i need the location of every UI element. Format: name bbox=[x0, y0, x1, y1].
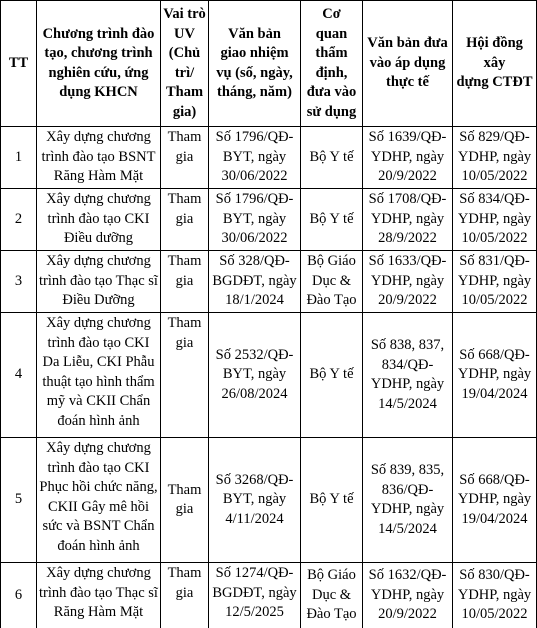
header-council: Hội đồng xây dựng CTĐT bbox=[453, 1, 537, 127]
cell-assign-doc: Số 1796/QĐ- BYT, ngày 30/06/2022 bbox=[209, 189, 301, 251]
cell-program: Xây dựng chương trình đào tạo Thạc sĩ Điều Dưỡng bbox=[37, 251, 161, 313]
cell-program: Xây dựng chương trình đào tạo CKI Phục hồi chức năng, CKII Gây mê hồi sức và BSNT Chẩn đoán hình ảnh bbox=[37, 438, 161, 563]
cell-council: Số 834/QĐ- YDHP, ngày 10/05/2022 bbox=[453, 189, 537, 251]
cell-tt: 2 bbox=[1, 189, 37, 251]
cell-role: Tham gia bbox=[161, 127, 209, 189]
table-row bbox=[1, 438, 537, 563]
cell-agency: Bộ Y tế bbox=[301, 189, 363, 251]
cell-tt: 1 bbox=[1, 127, 37, 189]
cell-tt: 6 bbox=[1, 563, 37, 628]
cell-role: Tham gia bbox=[161, 251, 209, 313]
cell-apply-doc: Số 1632/QĐ- YDHP, ngày 20/9/2022 bbox=[363, 563, 453, 628]
cell-program: Xây dựng chương trình đào tạo CKI Da Liễu, CKI Phẫu thuật tạo hình thẩm mỹ và CKII Chẩn đoán hình ảnh bbox=[37, 313, 161, 438]
cell-assign-doc: Số 3268/QĐ- BYT, ngày 4/11/2024 bbox=[209, 438, 301, 563]
cell-assign-doc: Số 1796/QĐ- BYT, ngày 30/06/2022 bbox=[209, 127, 301, 189]
cell-program: Xây dựng chương trình đào tạo Thạc sĩ Răng Hàm Mặt bbox=[37, 563, 161, 628]
cell-council: Số 831/QĐ- YDHP, ngày 10/05/2022 bbox=[453, 251, 537, 313]
cell-program: Xây dựng chương trình đào tạo CKI Điều dưỡng bbox=[37, 189, 161, 251]
header-tt: TT bbox=[1, 1, 37, 127]
table-row bbox=[1, 127, 537, 189]
cell-assign-doc: Số 328/QĐ- BGDĐT, ngày 18/1/2024 bbox=[209, 251, 301, 313]
cell-apply-doc: Số 1639/QĐ- YDHP, ngày 20/9/2022 bbox=[363, 127, 453, 189]
cell-tt: 5 bbox=[1, 438, 37, 563]
table-row bbox=[1, 563, 537, 628]
header-agency: Cơ quan thẩm định, đưa vào sử dụng bbox=[301, 1, 363, 127]
cell-agency: Bộ Y tế bbox=[301, 313, 363, 438]
table-header-row bbox=[1, 1, 537, 127]
table-row bbox=[1, 313, 537, 438]
table-row bbox=[1, 189, 537, 251]
cell-assign-doc: Số 2532/QĐ- BYT, ngày 26/08/2024 bbox=[209, 313, 301, 438]
cell-council: Số 668/QĐ- YDHP, ngày 19/04/2024 bbox=[453, 438, 537, 563]
cell-program: Xây dựng chương trình đào tạo BSNT Răng Hàm Mặt bbox=[37, 127, 161, 189]
cell-agency: Bộ Giáo Dục & Đào Tạo bbox=[301, 251, 363, 313]
cell-role: Tham gia bbox=[161, 438, 209, 563]
cell-agency: Bộ Giáo Dục & Đào Tạo bbox=[301, 563, 363, 628]
cell-tt: 4 bbox=[1, 313, 37, 438]
cell-tt: 3 bbox=[1, 251, 37, 313]
cell-apply-doc: Số 1633/QĐ- YDHP, ngày 20/9/2022 bbox=[363, 251, 453, 313]
cell-council: Số 668/QĐ- YDHP, ngày 19/04/2024 bbox=[453, 313, 537, 438]
cell-role: Tham gia bbox=[161, 189, 209, 251]
cell-apply-doc: Số 1708/QĐ- YDHP, ngày 28/9/2022 bbox=[363, 189, 453, 251]
cell-council: Số 829/QĐ- YDHP, ngày 10/05/2022 bbox=[453, 127, 537, 189]
header-role: Vai trò UV (Chủ trì/ Tham gia) bbox=[161, 1, 209, 127]
cell-assign-doc: Số 1274/QĐ- BGDĐT, ngày 12/5/2025 bbox=[209, 563, 301, 628]
cell-role: Tham gia bbox=[161, 563, 209, 628]
cell-apply-doc: Số 838, 837, 834/QĐ- YDHP, ngày 14/5/2024 bbox=[363, 313, 453, 438]
cell-agency: Bộ Y tế bbox=[301, 438, 363, 563]
cell-role: Tham gia bbox=[161, 313, 209, 438]
cell-apply-doc: Số 839, 835, 836/QĐ- YDHP, ngày 14/5/2024 bbox=[363, 438, 453, 563]
table-row bbox=[1, 251, 537, 313]
header-apply-doc: Văn bản đưa vào áp dụng thực tế bbox=[363, 1, 453, 127]
header-program: Chương trình đào tạo, chương trình nghiên cứu, ứng dụng KHCN bbox=[37, 1, 161, 127]
header-assign-doc: Văn bản giao nhiệm vụ (số, ngày, tháng, năm) bbox=[209, 1, 301, 127]
cell-agency: Bộ Y tế bbox=[301, 127, 363, 189]
cell-council: Số 830/QĐ- YDHP, ngày 10/05/2022 bbox=[453, 563, 537, 628]
